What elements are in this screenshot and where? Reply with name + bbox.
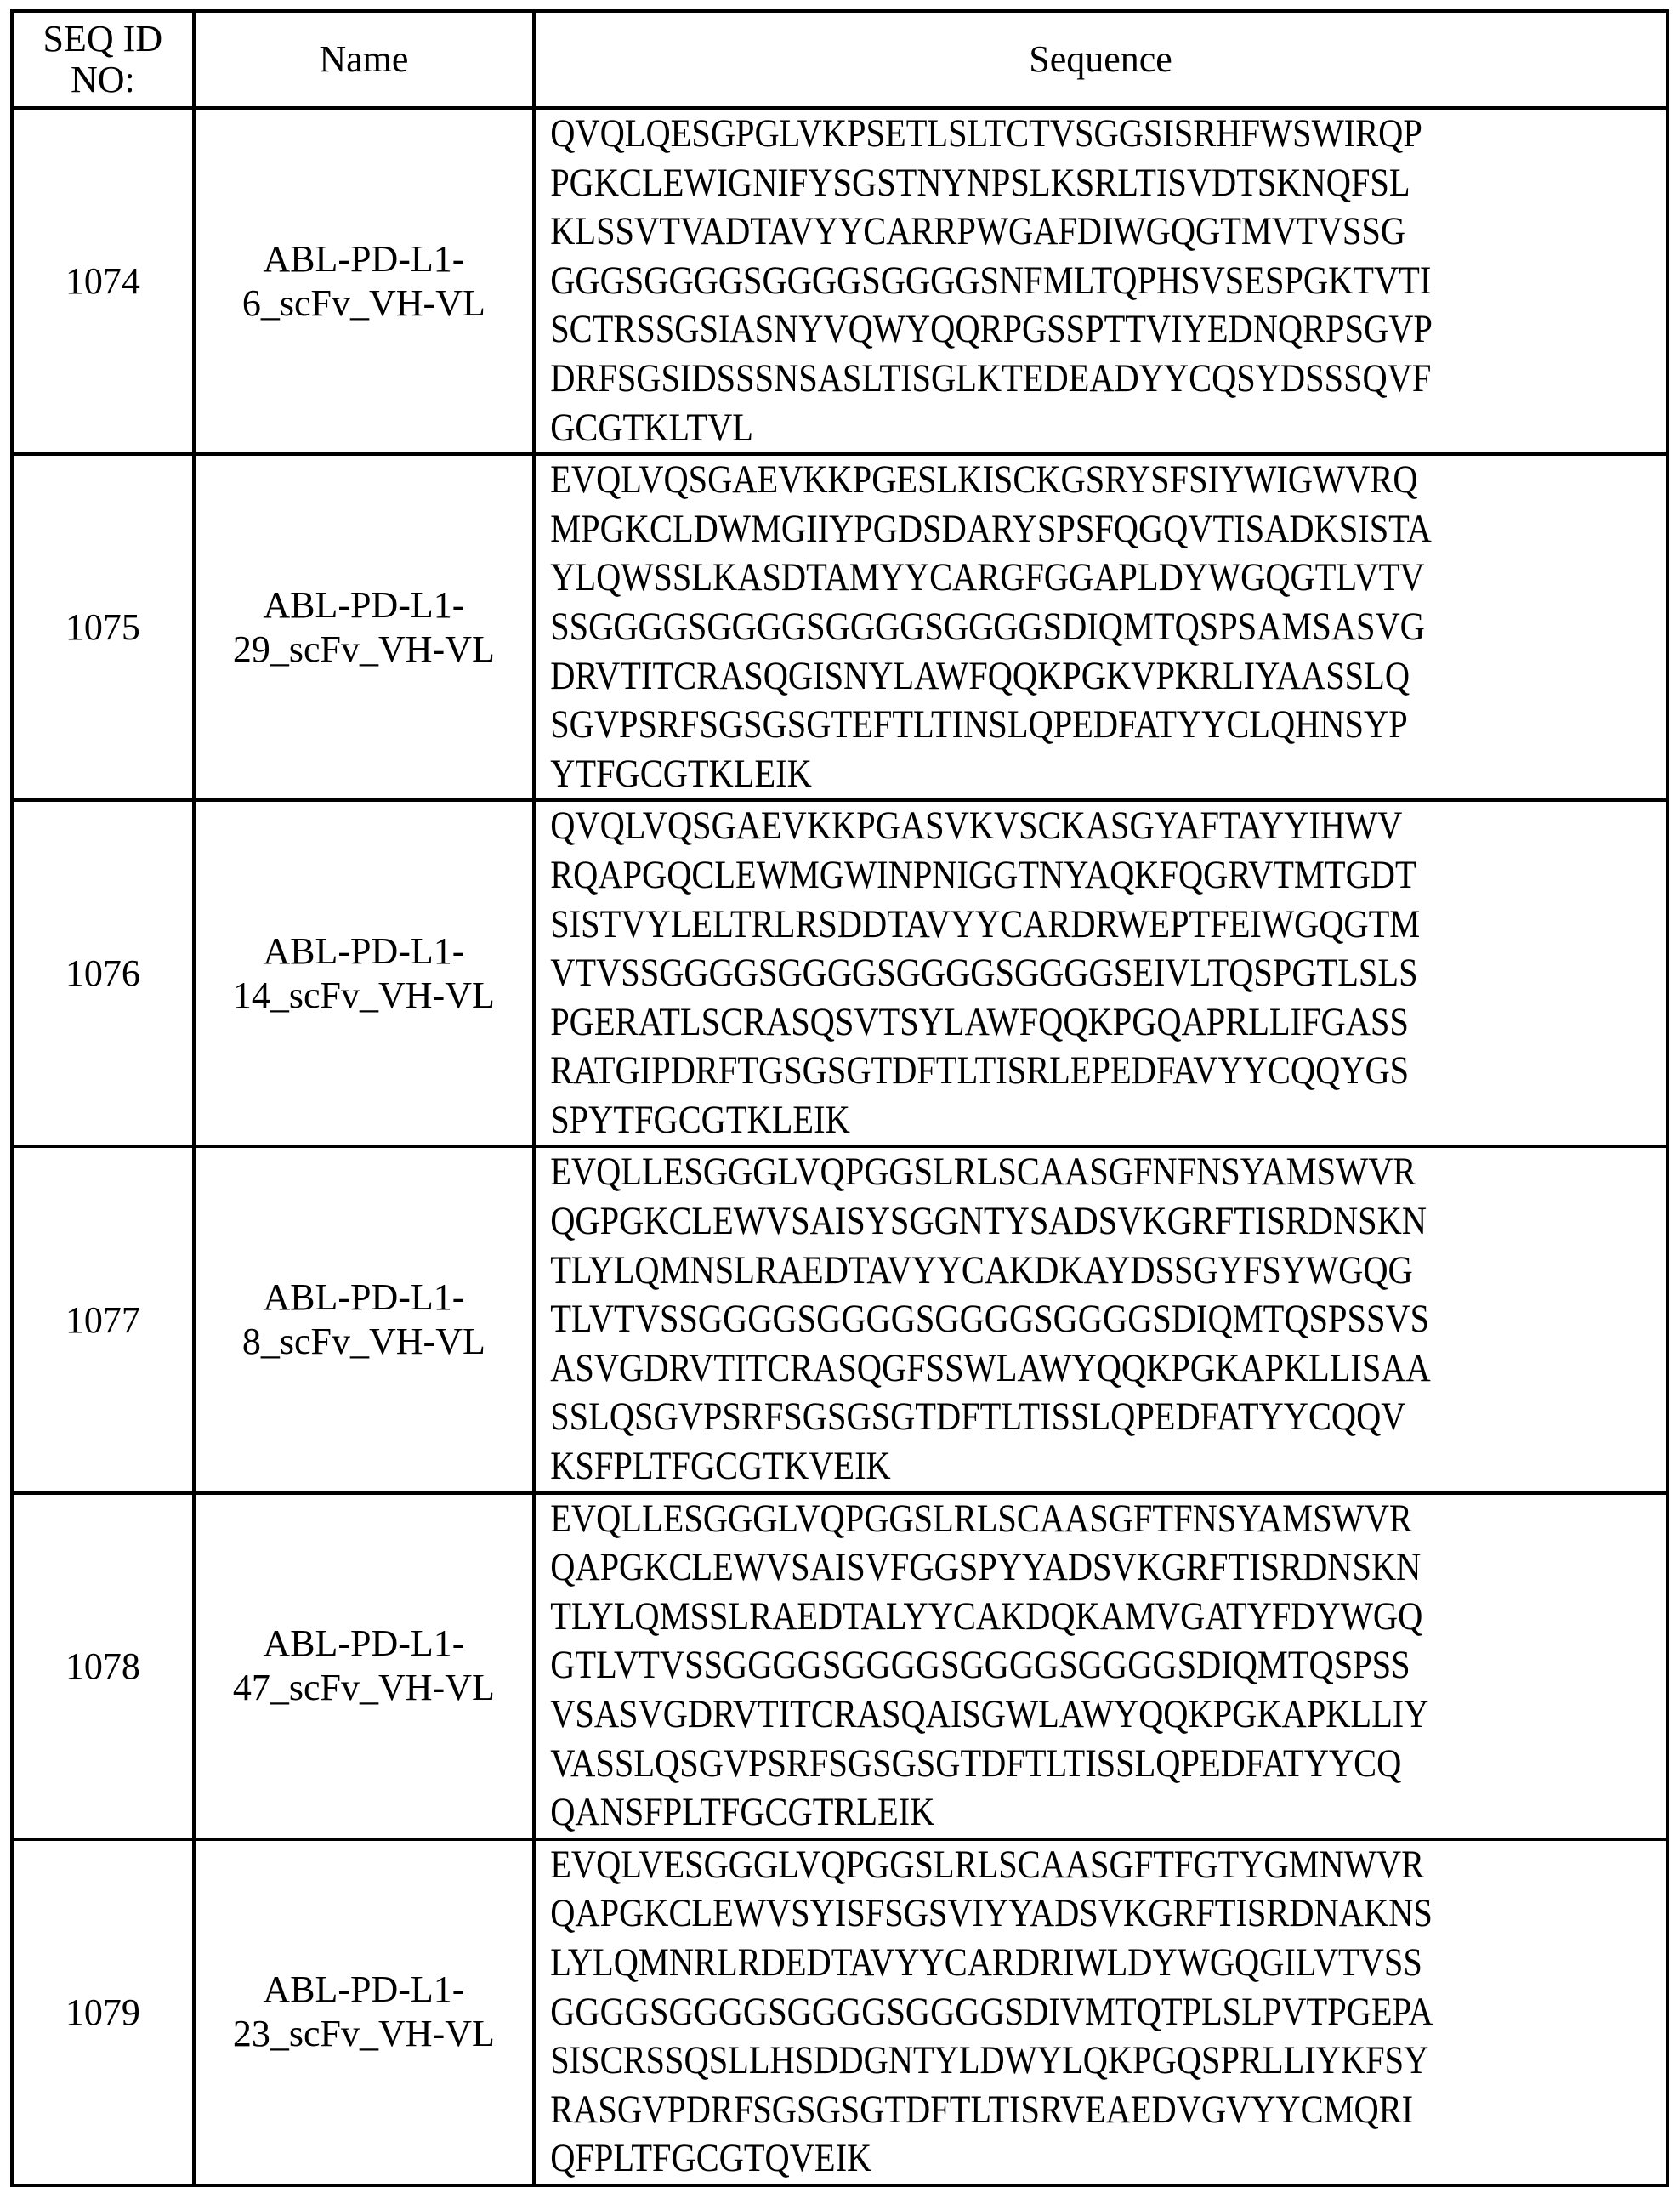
- sequence-line: GTLVTVSSGGGGSGGGGSGGGGSGGGGSDIQMTQSPSS: [550, 1643, 1410, 1688]
- sequence-line: MPGKCLDWMGIIYPGDSDARYSPSFQGQVTISADKSISTA: [550, 506, 1432, 551]
- sequence-line: QFPLTFGCGTQVEIK: [550, 2136, 872, 2181]
- sequence-line: TLYLQMSSLRAEDTALYYCAKDQKAMVGATYFDYWGQ: [550, 1593, 1423, 1639]
- header-sequence: Sequence: [534, 11, 1667, 108]
- sequence-line: QAPGKCLEWVSYISFSGSVIYYADSVKGRFTISRDNAKNS: [550, 1891, 1433, 1936]
- sequence-line: KSFPLTFGCGTKVEIK: [550, 1444, 891, 1489]
- sequence-line: TLVTVSSGGGGSGGGGSGGGGSGGGGSDIQMTQSPSSVS: [550, 1297, 1430, 1342]
- sequence-line: SPYTFGCGTKLEIK: [550, 1097, 850, 1142]
- table-row: [12, 1493, 1667, 1839]
- sequence-line: QVQLQESGPGLVKPSETLSLTCTVSGGSISRHFWSWIRQP: [550, 111, 1422, 156]
- name-line1: ABL-PD-L1-: [263, 1276, 465, 1319]
- seq-id-cell: 1079: [12, 1839, 194, 2185]
- name-cell: [194, 800, 534, 1146]
- header-name: Name: [194, 11, 534, 108]
- sequence-line: QGPGKCLEWVSAISYSGGNTYSADSVKGRFTISRDNSKN: [550, 1199, 1427, 1244]
- sequence-line: QAPGKCLEWVSAISVFGGSPYYADSVKGRFTISRDNSKN: [550, 1545, 1422, 1590]
- sequence-line: VASSLQSGVPSRFSGSGSGTDFTLTISSLQPEDFATYYCQ: [550, 1741, 1402, 1786]
- seq-id-cell: 1076: [12, 800, 194, 1146]
- header-row: [12, 11, 1667, 108]
- sequence-line: ASVGDRVTITCRASQGFSSWLAWYQQKPGKAPKLLISAA: [550, 1345, 1431, 1390]
- header-seq-id-line2: NO:: [70, 59, 135, 100]
- name-line1: ABL-PD-L1-: [263, 583, 465, 626]
- sequence-line: GCGTKLTVL: [550, 405, 754, 450]
- sequence-line: SGVPSRFSGSGSGTEFTLTINSLQPEDFATYYCLQHNSYP: [550, 702, 1408, 747]
- sequence-line: YTFGCGTKLEIK: [550, 751, 812, 796]
- sequence-cell: [534, 1839, 1667, 2185]
- name-line2: 23_scFv_VH-VL: [232, 2013, 495, 2055]
- table-row: [12, 454, 1667, 800]
- sequence-line: PGKCLEWIGNIFYSGSTNYNPSLKSRLTISVDTSKNQFSL: [550, 160, 1410, 205]
- name-line1: ABL-PD-L1-: [263, 929, 465, 972]
- sequence-text: [536, 1148, 1507, 1491]
- seq-id-cell: 1078: [12, 1493, 194, 1839]
- seq-id-cell: 1075: [12, 454, 194, 800]
- sequence-line: RQAPGQCLEWMGWINPNIGGTNYAQKFQGRVTMTGDT: [550, 852, 1416, 897]
- sequence-text: [536, 1495, 1507, 1838]
- sequence-table: [10, 9, 1669, 2187]
- name-cell: [194, 1839, 534, 2185]
- sequence-line: GGGSGGGGSGGGGSGGGGSNFMLTQPHSVSESPGKTVTI: [550, 258, 1432, 303]
- sequence-line: SSGGGGSGGGGSGGGGSGGGGSDIQMTQSPSAMSASVG: [550, 604, 1425, 649]
- sequence-line: VTVSSGGGGSGGGGSGGGGSGGGGSEIVLTQSPGTLSLS: [550, 951, 1418, 996]
- sequence-line: EVQLLESGGGLVQPGGSLRLSCAASGFNFNSYAMSWVR: [550, 1150, 1416, 1195]
- sequence-text: [536, 110, 1507, 452]
- sequence-line: KLSSVTVADTAVYYCARRPWGAFDIWGQGTMVTVSSG: [550, 209, 1406, 254]
- sequence-line: TLYLQMNSLRAEDTAVYYCAKDKAYDSSGYFSYWGQG: [550, 1247, 1413, 1292]
- sequence-line: EVQLLESGGGLVQPGGSLRLSCAASGFTFNSYAMSWVR: [550, 1496, 1412, 1541]
- table-row: [12, 1146, 1667, 1492]
- name-cell: [194, 1146, 534, 1492]
- sequence-line: VSASVGDRVTITCRASQAISGWLAWYQQKPGKAPKLLIY: [550, 1692, 1429, 1736]
- sequence-line: SISTVYLELTRLRSDDTAVYYCARDRWEPTFEIWGQGTM: [550, 901, 1421, 946]
- name-line1: ABL-PD-L1-: [263, 1968, 465, 2011]
- sequence-cell: [534, 1493, 1667, 1839]
- header-seq-id-line1: SEQ ID: [43, 18, 163, 60]
- sequence-line: SISCRSSQSLLHSDDGNTYLDWYLQKPGQSPRLLIYKFSY: [550, 2038, 1429, 2083]
- sequence-line: SCTRSSGSIASNYVQWYQQRPGSSPTTVIYEDNQRPSGVP: [550, 307, 1433, 352]
- sequence-line: EVQLVESGGGLVQPGGSLRLSCAASGFTFGTYGMNWVR: [550, 1842, 1425, 1887]
- sequence-line: PGERATLSCRASQSVTSYLAWFQQKPGQAPRLLIFGASS: [550, 999, 1409, 1044]
- table-row: [12, 108, 1667, 454]
- table-row: [12, 800, 1667, 1146]
- name-line2: 14_scFv_VH-VL: [232, 974, 495, 1016]
- seq-id-cell: 1077: [12, 1146, 194, 1492]
- sequence-text: [536, 1841, 1507, 2184]
- sequence-line: GGGGSGGGGSGGGGSGGGGSDIVMTQTPLSLPVTPGEPA: [550, 1989, 1433, 2034]
- sequence-cell: [534, 108, 1667, 454]
- name-line1: ABL-PD-L1-: [263, 237, 465, 280]
- name-line2: 47_scFv_VH-VL: [232, 1667, 495, 1709]
- sequence-line: QANSFPLTFGCGTRLEIK: [550, 1790, 935, 1835]
- table-body: [12, 108, 1667, 2185]
- sequence-line: DRFSGSIDSSSNSASLTISGLKTEDEADYYCQSYDSSSQVF: [550, 355, 1432, 400]
- sequence-line: SSLQSGVPSRFSGSGSGTDFTLTISSLQPEDFATYYCQQV: [550, 1395, 1406, 1440]
- sequence-cell: [534, 800, 1667, 1146]
- sequence-text: [536, 456, 1507, 798]
- name-line2: 29_scFv_VH-VL: [232, 628, 495, 670]
- table-row: [12, 1839, 1667, 2185]
- sequence-line: YLQWSSLKASDTAMYYCARGFGGAPLDYWGQGTLVTV: [550, 555, 1425, 600]
- sequence-line: LYLQMNRLRDEDTAVYYCARDRIWLDYWGQGILVTVSS: [550, 1940, 1422, 1985]
- sequence-line: DRVTITCRASQGISNYLAWFQQKPGKVPKRLIYAASSLQ: [550, 653, 1410, 698]
- name-cell: [194, 108, 534, 454]
- sequence-line: RATGIPDRFTGSGSGTDFTLTISRLEPEDFAVYYCQQYGS: [550, 1048, 1410, 1094]
- name-line1: ABL-PD-L1-: [263, 1622, 465, 1665]
- header-seq-id: [12, 11, 194, 108]
- name-cell: [194, 1493, 534, 1839]
- sequence-cell: [534, 454, 1667, 800]
- sequence-cell: [534, 1146, 1667, 1492]
- name-line2: 6_scFv_VH-VL: [241, 281, 485, 324]
- sequence-line: RASGVPDRFSGSGSGTDFTLTISRVEAEDVGVYYCMQRI: [550, 2087, 1414, 2132]
- name-line2: 8_scFv_VH-VL: [241, 1321, 485, 1363]
- sequence-text: [536, 802, 1507, 1145]
- sequence-line: EVQLVQSGAEVKKPGESLKISCKGSRYSFSIYWIGWVRQ: [550, 457, 1418, 503]
- sequence-line: QVQLVQSGAEVKKPGASVKVSCKASGYAFTAYYIHWV: [550, 804, 1403, 849]
- name-cell: [194, 454, 534, 800]
- seq-id-cell: 1074: [12, 108, 194, 454]
